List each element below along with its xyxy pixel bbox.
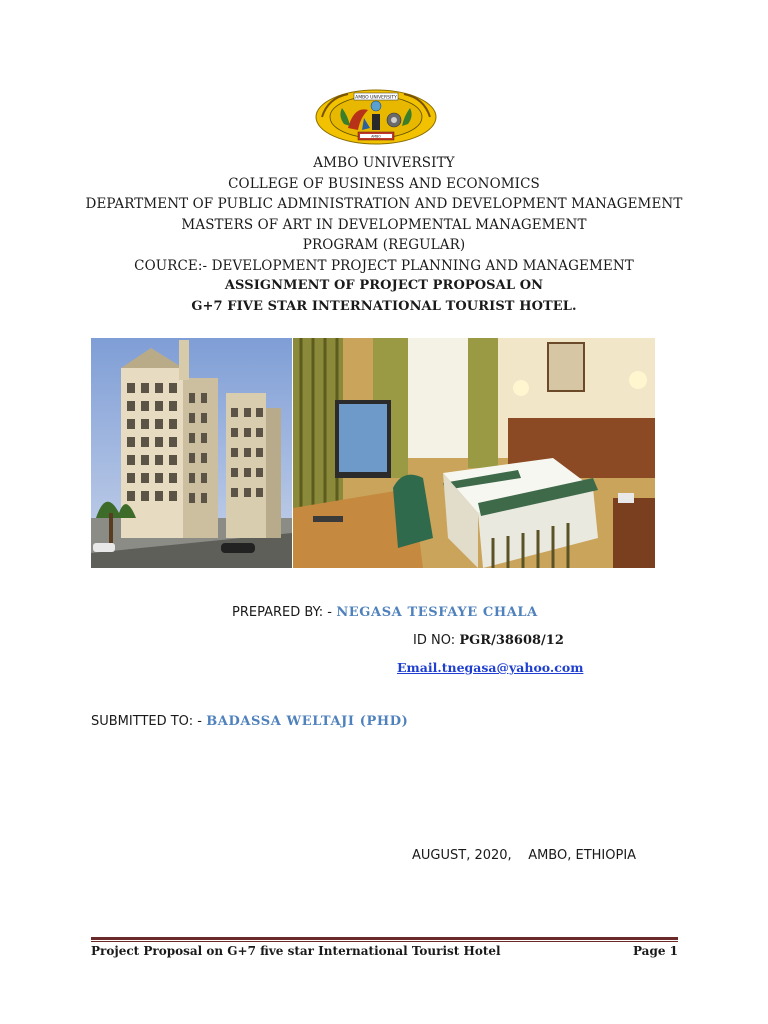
email-line xyxy=(397,660,583,676)
project-title: G+7 FIVE STAR INTERNATIONAL TOURIST HOTEL. xyxy=(191,298,577,314)
department-name: DEPARTMENT OF PUBLIC ADMINISTRATION AND DEVELOPMENT MANAGEMENT xyxy=(85,196,683,212)
assignment-title: ASSIGNMENT OF PROJECT PROPOSAL ON xyxy=(224,278,544,293)
id-value: PGR/38608/12 xyxy=(459,633,564,648)
email-link[interactable]: Email.tnegasa@yahoo.com xyxy=(397,660,584,675)
id-label: ID NO: xyxy=(413,633,456,648)
page-number: Page 1 xyxy=(632,944,678,958)
program-name: MASTERS OF ART IN DEVELOPMENTAL MANAGEMENT xyxy=(181,216,587,233)
university-name: AMBO UNIVERSITY xyxy=(313,155,455,171)
college-name: COLLEGE OF BUSINESS AND ECONOMICS xyxy=(228,175,540,192)
date-place: AUGUST, 2020, AMBO, ETHIOPIA xyxy=(412,848,637,863)
footer-rule xyxy=(91,937,678,940)
ambo-university-logo xyxy=(308,88,444,146)
prepared-by-label: PREPARED BY: - xyxy=(232,605,333,620)
hotel-building-photo xyxy=(91,338,292,568)
author-name: NEGASA TESFAYE CHALA xyxy=(336,605,538,620)
advisor-name: BADASSA WELTAJI (PHD) xyxy=(206,714,409,729)
submitted-to-line xyxy=(91,713,408,729)
svg-text:AMBO: AMBO xyxy=(371,134,381,139)
hotel-room-photo xyxy=(293,338,655,568)
prepared-by-line xyxy=(232,604,538,620)
program-type: PROGRAM (REGULAR) xyxy=(302,237,466,253)
footer-rule-thin xyxy=(91,941,678,942)
id-number-line xyxy=(413,632,564,648)
course-name: COURCE:- DEVELOPMENT PROJECT PLANNING AND MANAGEMENT xyxy=(134,257,634,274)
svg-text:AMBO UNIVERSITY: AMBO UNIVERSITY xyxy=(355,95,397,101)
submitted-to-label: SUBMITTED TO: - xyxy=(91,714,202,729)
title-block xyxy=(0,153,768,317)
footer-title: Project Proposal on G+7 five star International Tourist Hotel xyxy=(91,944,501,958)
